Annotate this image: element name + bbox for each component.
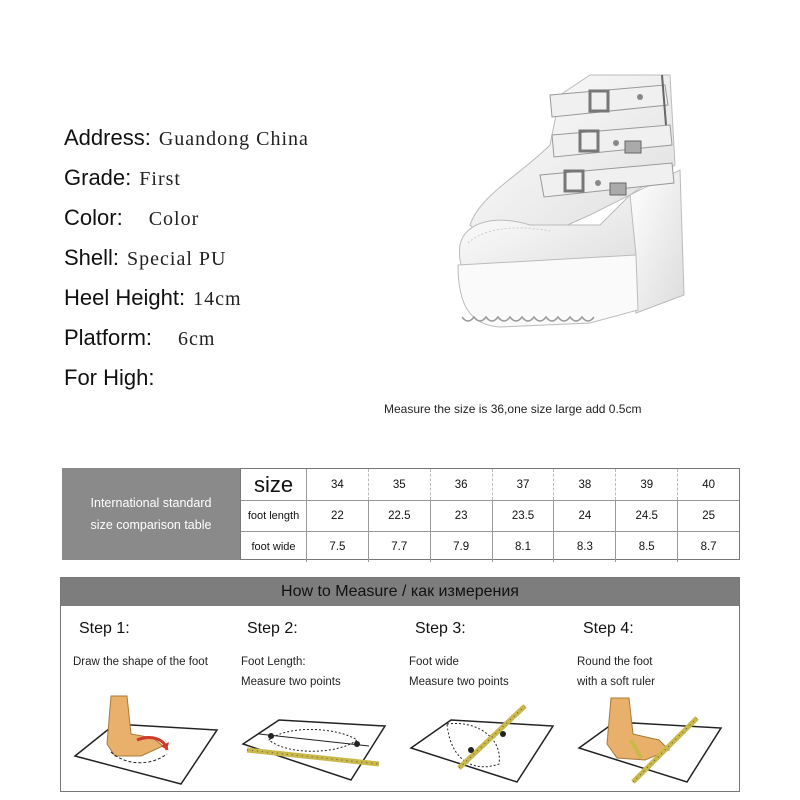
step-desc-line: Round the foot [577, 656, 653, 668]
table-cell: 38 [554, 469, 616, 500]
table-cell: 24.5 [616, 501, 678, 531]
table-cell: 23 [431, 501, 493, 531]
table-cell: 22.5 [369, 501, 431, 531]
spec-value: First [139, 168, 181, 190]
step-description [241, 652, 341, 692]
step-desc-line: with a soft ruler [577, 676, 655, 688]
spec-for-high [64, 358, 309, 398]
step-title: Step 2: [247, 620, 298, 637]
spec-label: Heel Height: [64, 285, 186, 310]
spec-color [64, 198, 309, 238]
table-cell: 35 [369, 469, 431, 500]
spec-address [64, 118, 309, 158]
spec-value: 14cm [193, 288, 242, 310]
table-label-line1: International standard [90, 496, 212, 510]
table-cell: 8.7 [700, 541, 717, 553]
step-title: Step 4: [583, 620, 634, 637]
row-header: foot wide [241, 532, 307, 562]
spec-label: For High: [64, 365, 155, 390]
size-note: Measure the size is 36,one size large add 0.5cm [384, 402, 642, 416]
spec-value: Special PU [127, 248, 227, 270]
step-title: Step 1: [79, 620, 130, 637]
step-desc-line: Measure two points [241, 676, 341, 688]
table-cell: 40 [702, 478, 715, 491]
table-cell: 25 [702, 510, 715, 522]
spec-label: Platform: [64, 325, 153, 350]
step-3 [397, 606, 565, 792]
step-desc-line: Measure two points [409, 676, 509, 688]
measure-steps [61, 606, 739, 792]
step-description [73, 652, 208, 672]
foot-width-ruler-icon [407, 694, 557, 788]
table-cell: 8.5 [616, 532, 678, 562]
spec-label: Address: [64, 125, 151, 150]
row-header: size [241, 469, 307, 500]
spec-grade [64, 158, 309, 198]
step-desc-line: Foot wide [409, 656, 459, 668]
table-cell: 7.7 [369, 532, 431, 562]
spec-value: Guandong China [158, 128, 309, 150]
foot-length-ruler-icon [239, 694, 389, 788]
table-cell: 8.1 [493, 532, 555, 562]
table-cell: 36 [431, 469, 493, 500]
table-cell: 22 [307, 501, 369, 531]
table-label-line2: size comparison table [90, 518, 212, 532]
table-cell: 7.9 [431, 532, 493, 562]
step-desc-line: Foot Length: [241, 656, 306, 668]
size-grid [240, 468, 740, 560]
spec-shell [64, 238, 309, 278]
spec-label: Shell: [64, 245, 120, 270]
table-cell: 34 [307, 469, 369, 500]
table-row [241, 501, 739, 532]
white-platform-boot-image [440, 55, 700, 345]
spec-value: Color [148, 208, 200, 230]
step-title: Step 3: [415, 620, 466, 637]
table-cell: 7.5 [307, 532, 369, 562]
step-4 [565, 606, 733, 792]
foot-wrap-ruler-icon [575, 694, 725, 788]
foot-tracing-icon [71, 694, 221, 788]
table-cell: 39 [616, 469, 678, 500]
spec-heel-height [64, 278, 309, 318]
how-to-measure-title: How to Measure / как измерения [61, 578, 739, 606]
step-desc-line: Draw the shape of the foot [73, 656, 208, 668]
step-description [409, 652, 509, 692]
table-label [62, 468, 240, 560]
spec-value: 6cm [178, 328, 216, 350]
table-cell: 24 [554, 501, 616, 531]
table-cell: 23.5 [493, 501, 555, 531]
spec-label: Color: [64, 205, 123, 230]
table-cell: 8.3 [554, 532, 616, 562]
step-2 [229, 606, 397, 792]
spec-label: Grade: [64, 165, 132, 190]
table-row [241, 469, 739, 501]
step-1 [61, 606, 229, 792]
table-row [241, 532, 739, 562]
size-comparison-table [62, 468, 740, 560]
how-to-measure-panel [60, 577, 740, 792]
spec-platform [64, 318, 309, 358]
row-header: foot length [241, 501, 307, 531]
step-description [577, 652, 655, 692]
spec-list [64, 118, 309, 398]
table-cell: 37 [493, 469, 555, 500]
